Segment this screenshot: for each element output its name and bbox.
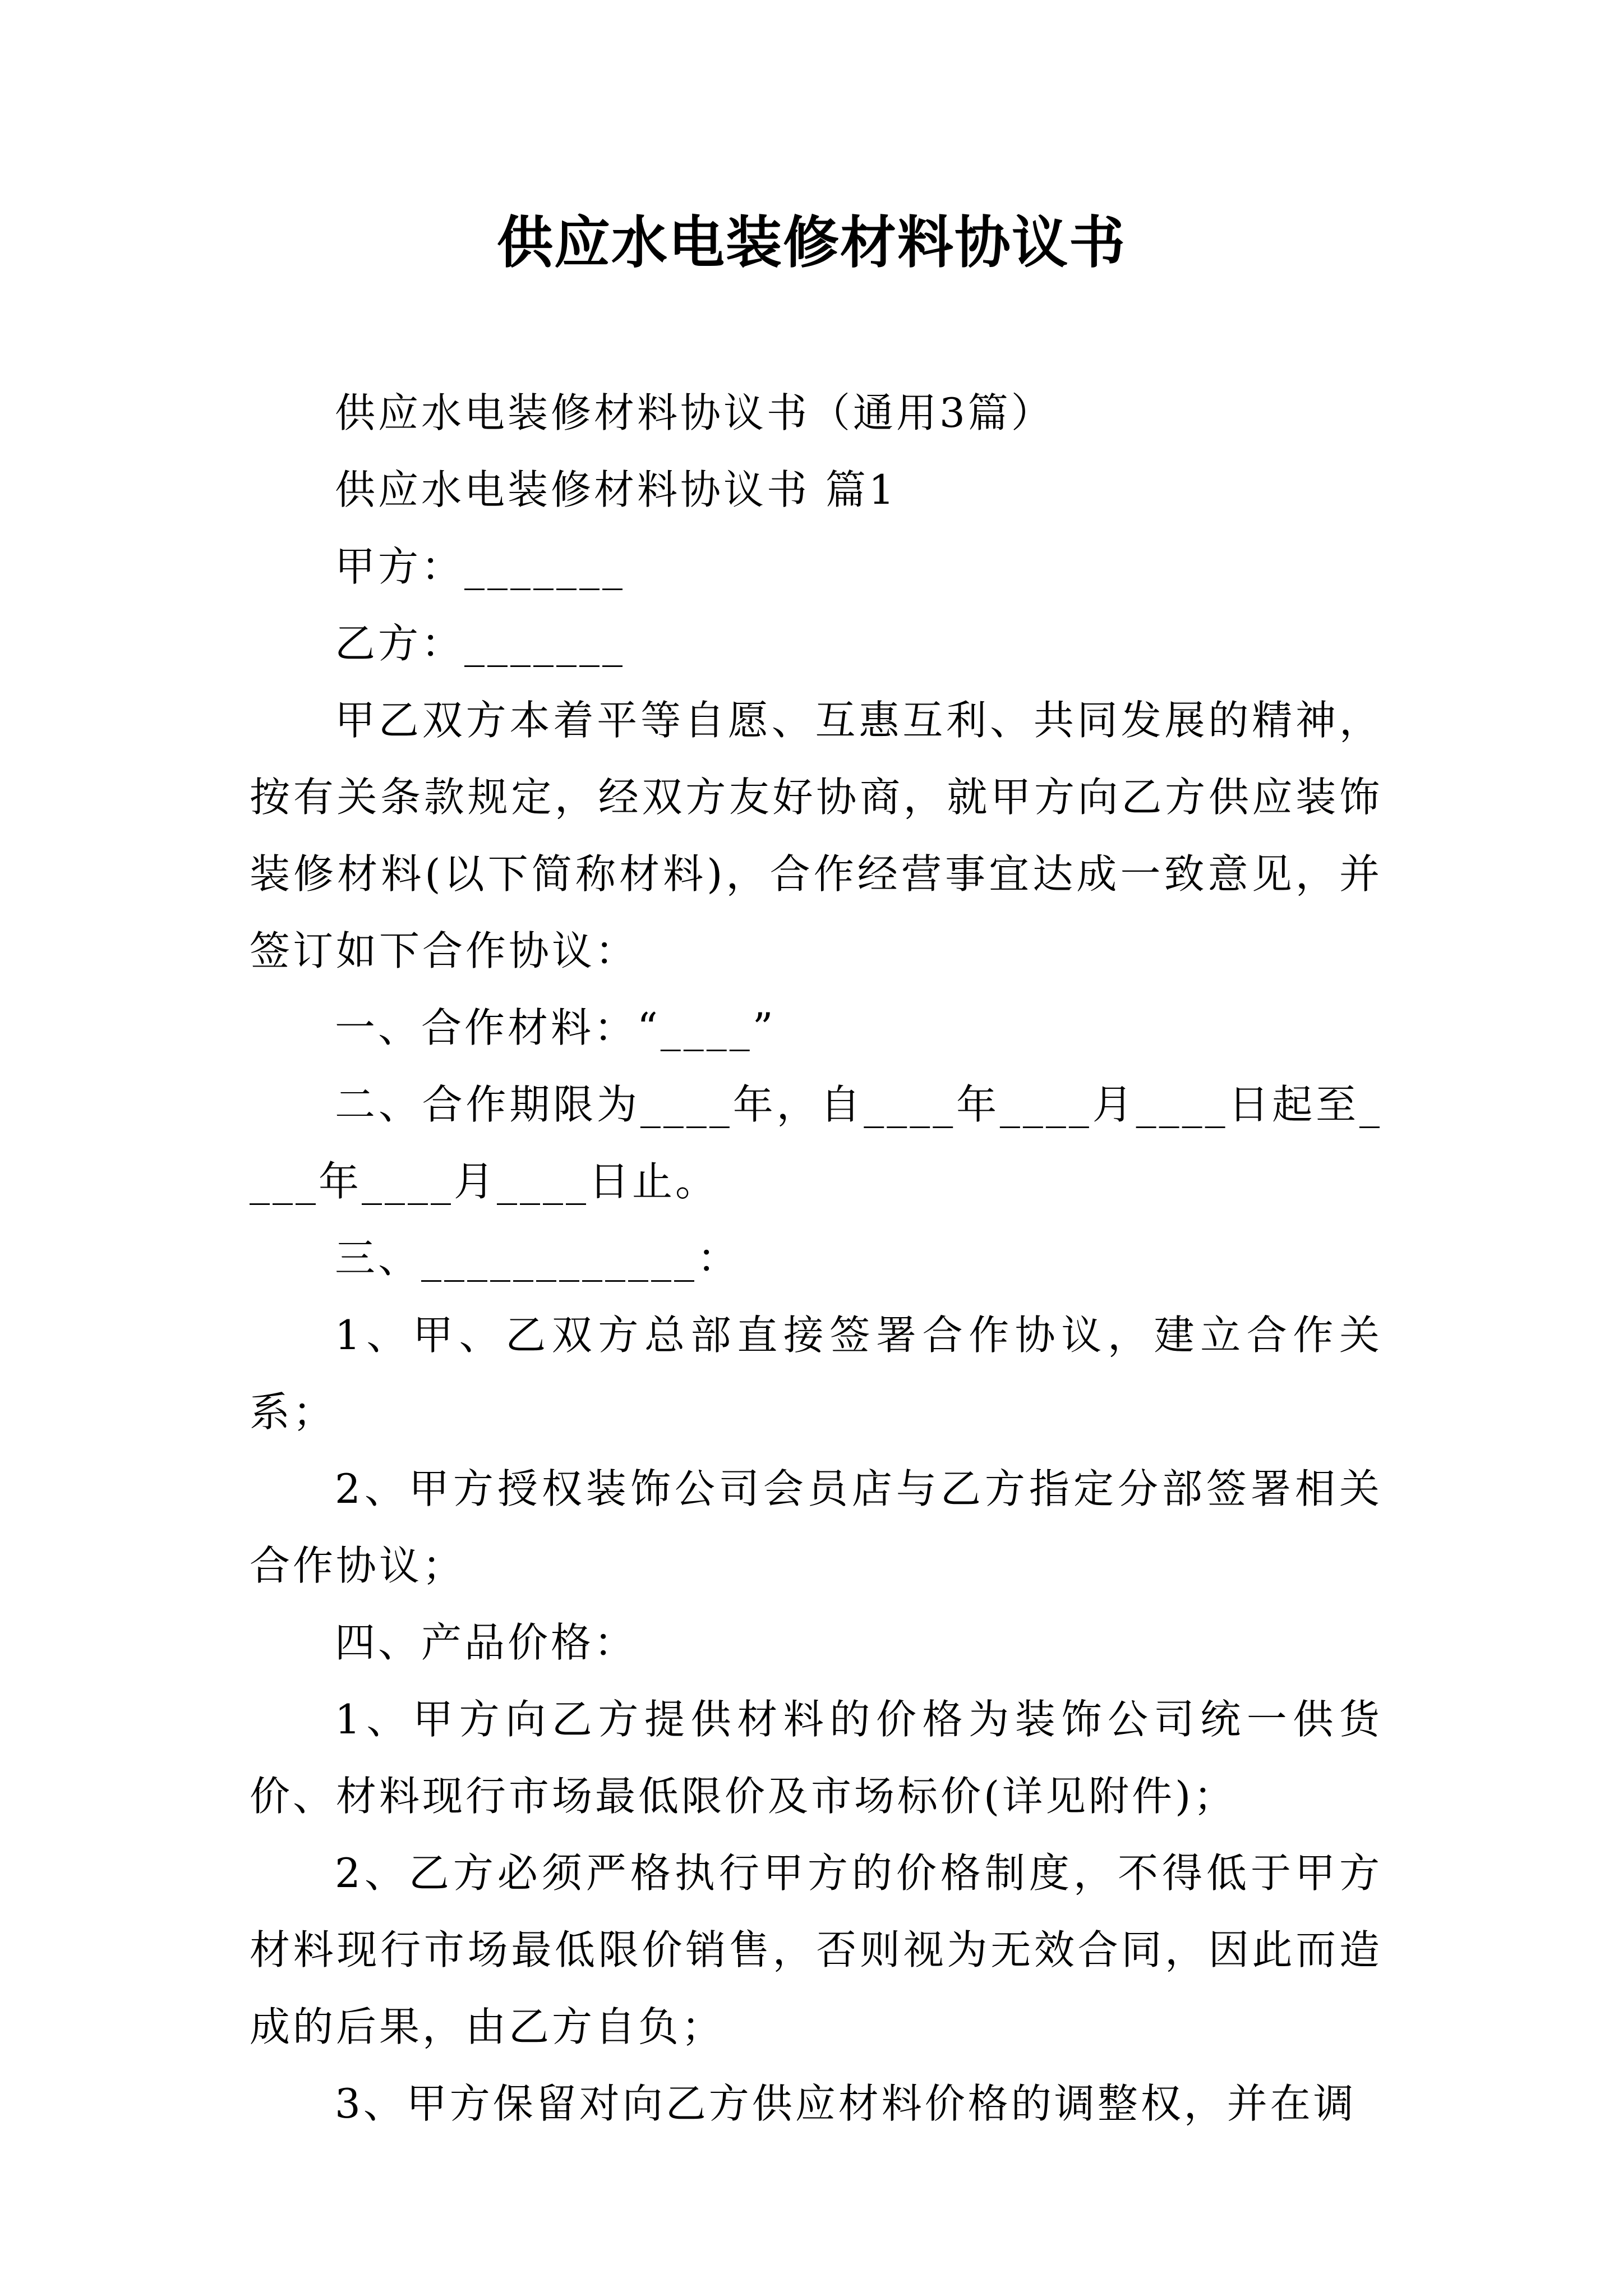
paragraph-clause-4: 四、产品价格： <box>335 1619 638 1666</box>
paragraph-section-heading: 供应水电装修材料协议书 篇1 <box>335 466 897 513</box>
paragraph-clause-4-item-1: 1、甲方向乙方提供材料的价格为装饰公司统一供货价、材料现行市场最低限价及市场标价(详见附件)； <box>250 1696 1382 1820</box>
paragraph-preamble: 甲乙双方本着平等自愿、互惠互利、共同发展的精神，按有关条款规定，经双方友好协商，就甲方向乙方供应装饰装修材料(以下简称材料)，合作经营事宜达成一致意见，并签订如下合作协议： <box>250 697 1382 974</box>
paragraph-party-b: 乙方：_______ <box>335 620 626 667</box>
paragraph-party-a: 甲方：_______ <box>335 543 626 590</box>
paragraph-clause-2: 二、合作期限为____年，自____年____月____日起至____年____月____日止。 <box>250 1081 1382 1205</box>
document-body <box>250 375 1382 2142</box>
paragraph-clause-4-item-2: 2、乙方必须严格执行甲方的价格制度，不得低于甲方材料现行市场最低限价销售，否则视为无效合同，因此而造成的后果，由乙方自负； <box>250 1849 1382 2050</box>
paragraph-clause-3: 三、____________： <box>335 1235 741 1282</box>
paragraph-clause-3-item-1: 1、甲、乙双方总部直接签署合作协议，建立合作关系； <box>250 1312 1382 1435</box>
document-title: 供应水电装修材料协议书 <box>497 210 1126 275</box>
paragraph-clause-4-item-3: 3、甲方保留对向乙方供应材料价格的调整权，并在调 <box>335 2080 1357 2127</box>
paragraph-clause-1: 一、合作材料：“____” <box>335 1004 776 1051</box>
paragraph-clause-3-item-2: 2、甲方授权装饰公司会员店与乙方指定分部签署相关合作协议； <box>250 1465 1382 1589</box>
paragraph-subtitle: 供应水电装修材料协议书（通用3篇） <box>335 389 1054 436</box>
